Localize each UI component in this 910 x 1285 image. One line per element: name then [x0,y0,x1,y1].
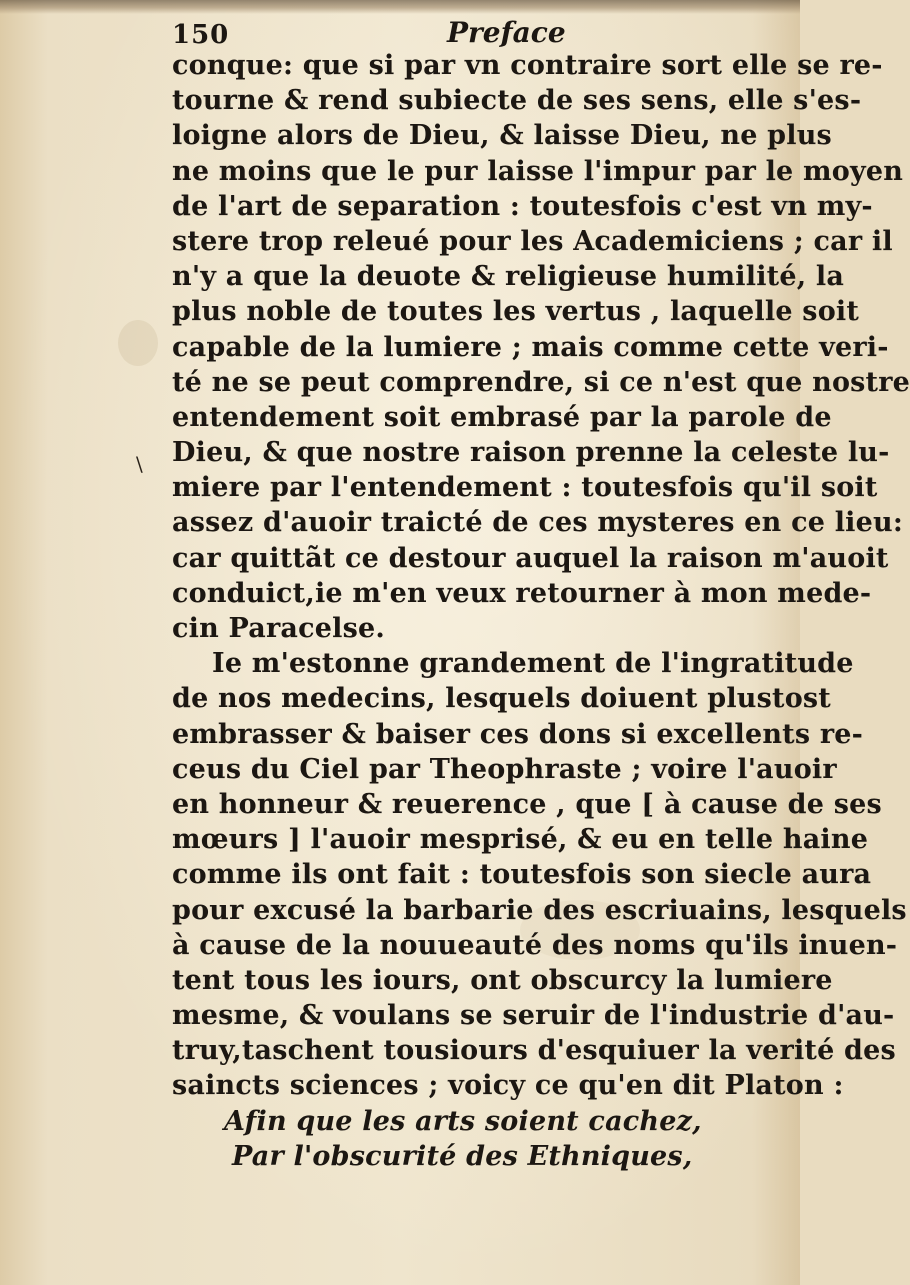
text-line: comme ils ont fait : toutesfois son siecle aura [172,859,872,891]
text-line: ceus du Ciel par Theophraste ; voire l'auoir [172,753,837,785]
text-line: n'y a que la deuote & religieuse humilité, la [172,261,845,293]
text-line: saincts sciences ; voicy ce qu'en dit Platon : [172,1070,844,1102]
text-line: en honneur & reuerence , que [ à cause de ses [172,788,882,820]
text-line: stere trop releué pour les Academiciens ; car il [172,225,893,257]
text-line: pour excusé la barbarie des escriuains, lesquels [172,894,907,926]
text-line: plus noble de toutes les vertus , laquelle soit [172,296,860,328]
text-line: conduict,ie m'en veux retourner à mon mede- [172,577,872,609]
verse-line: Afin que les arts soient cachez, [224,1105,702,1137]
page-header-title: Preface [447,16,566,49]
text-line: de l'art de separation : toutesfois c'est vn my- [172,190,873,222]
text-line: assez d'auoir traicté de ces mysteres en ce lieu: [172,507,904,539]
verse-line: Par l'obscurité des Ethniques, [232,1140,693,1172]
text-line: tourne & rend subiecte de ses sens, elle s'es- [172,85,862,117]
text-line: car quittãt ce destour auquel la raison m'auoit [172,542,889,574]
text-line: mœurs ] l'auoir mesprisé, & eu en telle haine [172,824,869,856]
text-line: à cause de la nouueauté des noms qu'ils inuen- [172,929,898,961]
text-line: conque: que si par vn contraire sort elle se re- [172,50,883,81]
paper-stain [118,320,158,366]
text-line: miere par l'entendement : toutesfois qu'il soit [172,472,878,504]
text-line: té ne se peut comprendre, si ce n'est que nostre [172,366,910,398]
margin-mark: \ [136,452,143,476]
text-line: embrasser & baiser ces dons si excellents re- [172,718,864,750]
text-line: ne moins que le pur laisse l'impur par le moyen [172,155,904,187]
text-line: mesme, & voulans se seruir de l'industrie d'au- [172,1000,895,1032]
text-line: Dieu, & que nostre raison prenne la celeste lu- [172,437,890,469]
text-line: cin Paracelse. [172,613,385,644]
text-line: loigne alors de Dieu, & laisse Dieu, ne plus [172,120,832,152]
paragraph-first-line: Ie m'estonne grandement de l'ingratitude [212,648,854,680]
text-line: truy,taschent tousiours d'esquiuer la verité des [172,1035,896,1067]
page-number: 150 [172,20,230,50]
running-head [172,12,772,52]
text-line: entendement soit embrasé par la parole de [172,401,832,433]
text-line: capable de la lumiere ; mais comme cette veri- [172,331,889,363]
text-line: tent tous les iours, ont obscurcy la lumiere [172,964,833,996]
text-line: de nos medecins, lesquels doiuent plustost [172,683,831,715]
body-text [172,48,910,1174]
